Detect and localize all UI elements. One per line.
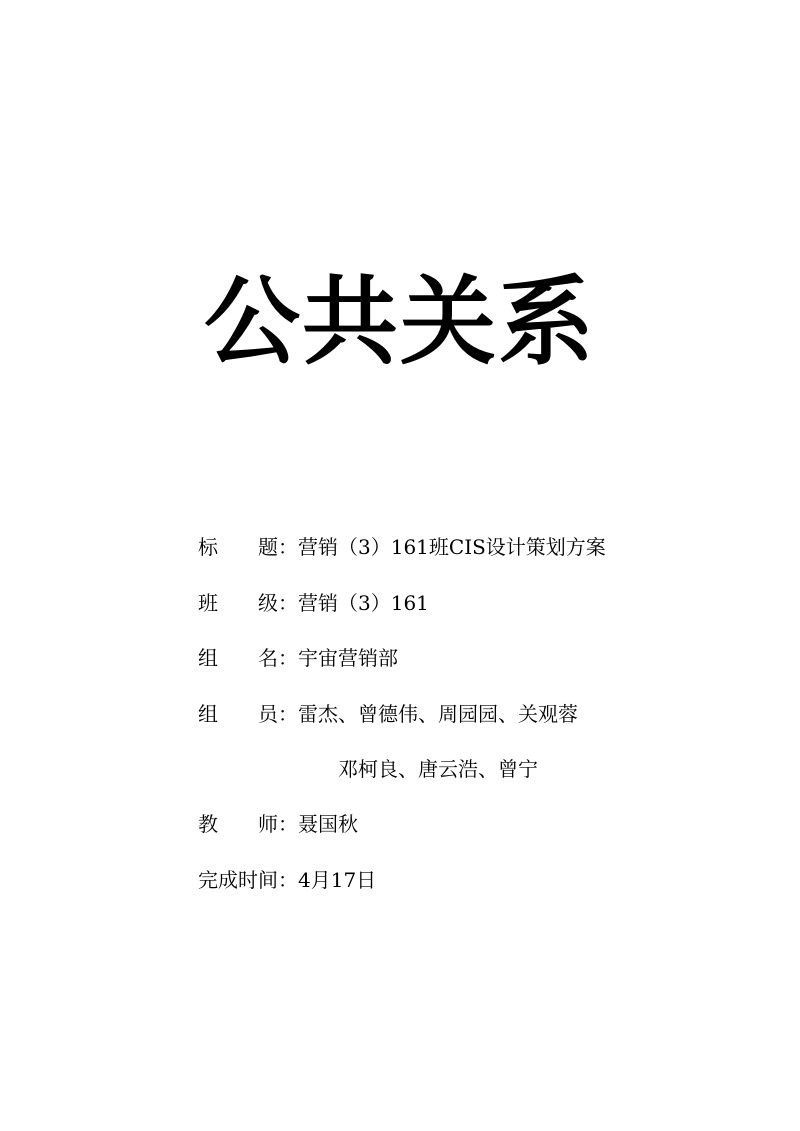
field-teacher-row <box>198 807 358 841</box>
field-members-value-line1: 雷杰、曾德伟、周园园、关观蓉 <box>298 702 578 726</box>
field-class-value: 营销（3）161 <box>298 591 429 615</box>
field-title-value: 营销（3）161班CIS设计策划方案 <box>298 535 606 559</box>
field-title-row <box>198 530 606 564</box>
field-title-label: 标 题 <box>198 535 278 559</box>
field-class-label: 班 级 <box>198 591 278 615</box>
field-group-value: 宇宙营销部 <box>298 646 398 670</box>
page-title: 公共关系 <box>204 266 596 378</box>
field-colon: ： <box>278 591 298 615</box>
field-colon: ： <box>278 646 298 670</box>
field-members-label: 组 员 <box>198 702 278 726</box>
field-members-row <box>198 697 578 731</box>
field-colon: ： <box>278 535 298 559</box>
field-group-row <box>198 641 398 675</box>
field-date-row <box>198 863 376 897</box>
field-teacher-label: 教 师 <box>198 812 278 836</box>
field-class-row <box>198 586 429 620</box>
field-colon: ： <box>278 868 298 892</box>
field-date-label: 完成时间 <box>198 868 278 892</box>
field-teacher-value: 聂国秋 <box>298 812 358 836</box>
field-colon: ： <box>278 812 298 836</box>
field-date-value: 4月17日 <box>298 868 377 892</box>
field-members-value-line2: 邓柯良、唐云浩、曾宁 <box>338 757 538 781</box>
field-group-label: 组 名 <box>198 646 278 670</box>
field-colon: ： <box>278 702 298 726</box>
field-members-continuation-row <box>338 752 538 786</box>
